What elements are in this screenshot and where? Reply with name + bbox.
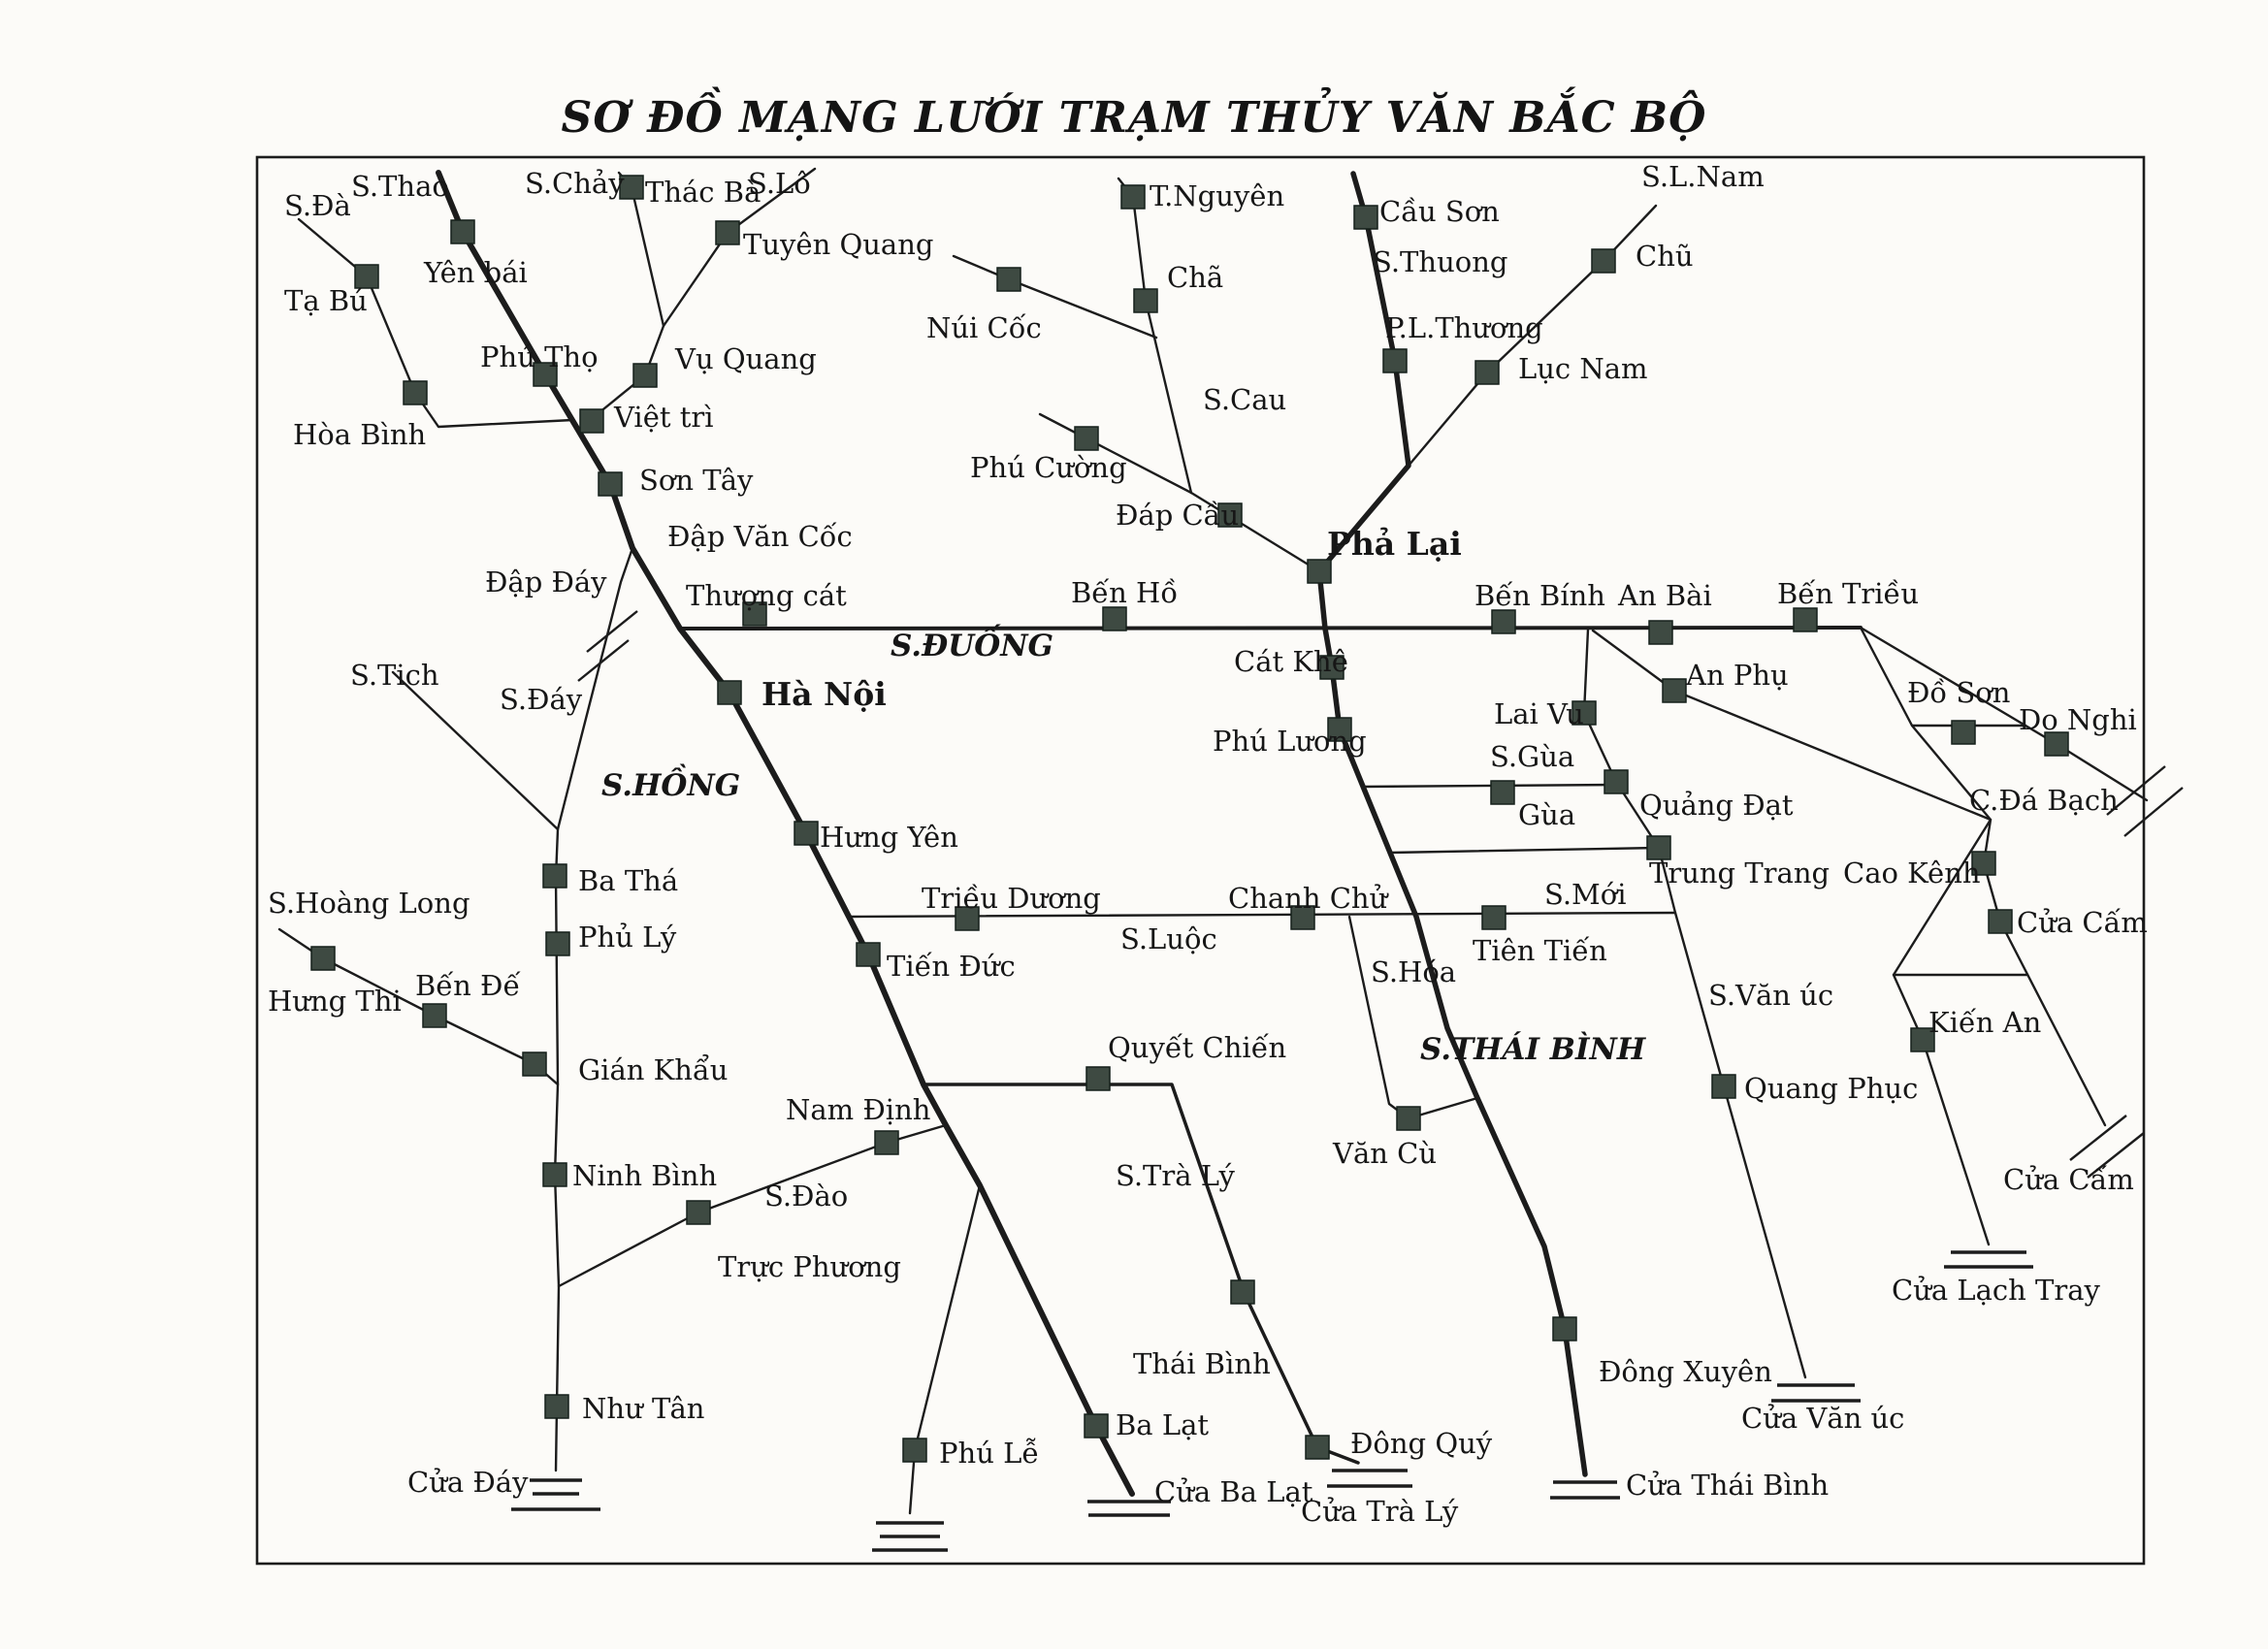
river-label-s-duong: S.ĐUỐNG: [891, 629, 1054, 663]
station-node-nam-dinh: [875, 1131, 898, 1154]
station-node-ha-noi: [718, 681, 741, 704]
station-label-van-cu: Văn Cù: [1333, 1137, 1437, 1170]
river-label-s-van-uc: S.Văn úc: [1708, 979, 1834, 1012]
station-node-cha: [1134, 289, 1157, 312]
station-label-ben-de: Bến Đế: [415, 969, 521, 1002]
station-label-do-son: Đồ Sơn: [1907, 676, 2011, 709]
station-label-gua: Gùa: [1518, 798, 1576, 831]
diagram-title: SƠ ĐỒ MẠNG LƯỚI TRẠM THỦY VĂN BẮC BỘ: [561, 93, 1707, 143]
station-node-tien-duc: [857, 943, 880, 966]
station-label-ba-tha: Ba Thá: [578, 864, 679, 897]
station-label-hung-thi: Hưng Thi: [268, 985, 402, 1018]
station-node-phu-le: [903, 1439, 926, 1462]
station-label-chu: Chũ: [1636, 240, 1694, 273]
station-label-ben-ho: Bến Hồ: [1071, 576, 1179, 609]
river-label-s-thuong: S.Thuong: [1373, 245, 1508, 278]
station-label-ta-bu: Tạ Bú: [284, 284, 368, 317]
river-label-s-l-nam: S.L.Nam: [1641, 160, 1765, 193]
river-line-song-hoa: [1349, 917, 1477, 1118]
river-label-s-tra-ly: S.Trà Lý: [1116, 1159, 1235, 1192]
river-label-s-hong: S.HỒNG: [601, 768, 741, 803]
station-label-cao-kenh: Cao Kênh: [1843, 857, 1981, 889]
station-label-ba-lat: Ba Lạt: [1116, 1408, 1210, 1441]
station-label-ninh-binh: Ninh Bình: [572, 1159, 718, 1192]
station-label-chanh-chu: Chanh Chử: [1228, 882, 1388, 915]
station-label-cau-son: Cầu Sơn: [1379, 195, 1500, 228]
station-node-nhu-tan: [545, 1395, 568, 1418]
station-node-an-bai: [1649, 621, 1672, 644]
station-label-phu-cuong: Phú Cường: [970, 451, 1127, 484]
station-node-yen-bai: [451, 220, 474, 243]
river-label-dap-van-coc: Đập Văn Cốc: [667, 520, 853, 553]
station-label-thuong-cat: Thượng cát: [686, 579, 847, 612]
station-label-luc-nam: Lục Nam: [1518, 352, 1648, 385]
station-label-phu-tho: Phú Thọ: [480, 340, 599, 373]
station-node-p-l-thuong: [1383, 349, 1407, 372]
mouth-label-cua-van-uc: Cửa Văn úc: [1741, 1402, 1905, 1435]
station-label-trung-trang: Trung Trang: [1649, 857, 1831, 889]
river-label-s-day: S.Đáy: [500, 683, 583, 716]
station-label-an-bai: An Bài: [1618, 579, 1712, 612]
river-label-s-tich: S.Tich: [350, 659, 439, 692]
station-node-do-son: [1952, 721, 1975, 744]
station-node-ba-lat: [1085, 1414, 1108, 1438]
station-label-dong-xuyen: Đông Xuyên: [1599, 1355, 1772, 1388]
station-node-chu: [1592, 249, 1615, 273]
river-line-song-duong-kinh-thay: [680, 628, 1861, 629]
station-label-son-tay: Sơn Tây: [639, 464, 754, 497]
station-node-phu-ly: [546, 932, 569, 955]
mouth-label-cua-ba-lat: Cửa Ba Lạt: [1154, 1475, 1313, 1508]
station-label-cua-cam-station: Cửa Cấm: [2017, 906, 2148, 939]
station-label-hoa-binh: Hòa Bình: [293, 418, 427, 451]
river-label-s-dao: S.Đào: [764, 1180, 849, 1212]
mouth-label-cua-day: Cửa Đáy: [407, 1466, 529, 1499]
river-label-s-da: S.Đà: [284, 189, 351, 222]
station-node-ben-de: [423, 1004, 446, 1027]
station-label-vu-quang: Vụ Quang: [675, 342, 817, 375]
station-label-phu-le: Phú Lễ: [939, 1437, 1040, 1470]
station-node-ninh-binh: [543, 1163, 567, 1186]
river-label-s-hoa: S.Hóa: [1371, 955, 1457, 988]
station-label-do-nghi: Do Nghi: [2019, 703, 2137, 736]
station-node-gian-khau: [523, 1052, 546, 1076]
station-label-an-phu: An Phụ: [1686, 659, 1789, 692]
river-label-c-da-bach: C.Đá Bạch: [1969, 784, 2119, 817]
station-label-tuyen-quang: Tuyên Quang: [743, 228, 934, 261]
station-node-hung-yen: [794, 822, 818, 845]
station-node-quang-dat: [1604, 770, 1628, 793]
station-label-pha-lai: Phả Lại: [1327, 525, 1462, 563]
station-label-tien-duc: Tiến Đức: [887, 950, 1016, 983]
station-label-phu-ly: Phủ Lý: [578, 921, 677, 954]
station-node-gua: [1491, 781, 1514, 804]
mouth-label-cua-thai-binh: Cửa Thái Bình: [1626, 1469, 1830, 1502]
station-node-an-phu: [1663, 679, 1686, 702]
station-node-son-tay: [599, 472, 622, 496]
station-node-hoa-binh: [404, 381, 427, 404]
river-line-song-tra-ly: [923, 1084, 1358, 1463]
river-label-s-thai-binh: S.THÁI BÌNH: [1420, 1032, 1646, 1067]
station-node-ben-ho: [1103, 607, 1126, 630]
mouth-label-cua-tra-ly: Cửa Trà Lý: [1301, 1495, 1459, 1528]
station-node-ba-tha: [543, 864, 567, 888]
station-label-gian-khau: Gián Khẩu: [578, 1053, 729, 1086]
station-node-nui-coc: [997, 268, 1021, 291]
station-label-phu-luong: Phú Lương: [1213, 725, 1367, 758]
river-label-s-luoc: S.Luộc: [1120, 922, 1217, 955]
station-node-dong-xuyen: [1553, 1317, 1576, 1341]
station-node-cau-son: [1354, 206, 1377, 229]
station-label-thac-ba: Thác Bà: [645, 176, 761, 209]
station-label-truc-phuong: Trực Phương: [718, 1250, 901, 1283]
river-label-s-hoang-long: S.Hoàng Long: [268, 887, 470, 920]
mouth-label-cua-lach-tray: Cửa Lạch Tray: [1892, 1274, 2100, 1307]
station-label-ben-trieu: Bến Triều: [1777, 577, 1920, 610]
station-label-dong-quy: Đông Quý: [1350, 1427, 1493, 1460]
river-label-s-chay: S.Chảy: [525, 167, 625, 200]
station-label-kien-an: Kiến An: [1928, 1006, 2042, 1039]
station-node-tuyen-quang: [716, 221, 739, 244]
river-line-song-da: [299, 219, 572, 427]
station-node-quang-phuc: [1712, 1075, 1735, 1098]
station-node-viet-tri: [580, 409, 603, 433]
station-node-thai-binh: [1231, 1280, 1254, 1304]
river-label-s-thao: S.Thao: [351, 170, 449, 203]
station-label-hung-yen: Hưng Yên: [820, 821, 958, 854]
river-line-trung-trang-connector: [1390, 848, 1659, 853]
river-label-s-cau: S.Cau: [1203, 383, 1287, 416]
station-label-nui-coc: Núi Cốc: [926, 311, 1042, 344]
station-label-yen-bai: Yên bái: [424, 256, 528, 289]
station-node-tien-tien: [1482, 906, 1506, 929]
station-label-quyet-chien: Quyết Chiến: [1108, 1031, 1287, 1064]
station-node-quyet-chien: [1086, 1067, 1110, 1090]
river-label-s-gua: S.Gùa: [1490, 740, 1575, 773]
station-node-t-nguyen: [1121, 185, 1145, 209]
station-label-nhu-tan: Như Tân: [582, 1392, 705, 1425]
station-label-quang-dat: Quảng Đạt: [1639, 789, 1794, 822]
station-label-tien-tien: Tiên Tiến: [1473, 934, 1607, 967]
station-node-phu-cuong: [1075, 427, 1098, 450]
station-label-t-nguyen: T.Nguyên: [1150, 179, 1285, 212]
river-label-dap-day: Đập Đáy: [485, 566, 607, 598]
station-label-cat-khe: Cát Khê: [1234, 645, 1348, 678]
station-node-dong-quy: [1306, 1436, 1329, 1459]
station-node-vu-quang: [633, 364, 657, 387]
station-label-p-l-thuong: P.L.Thương: [1385, 311, 1543, 344]
station-node-pha-lai: [1308, 560, 1331, 583]
station-label-ha-noi: Hà Nội: [761, 675, 887, 713]
station-label-cha: Chã: [1167, 261, 1224, 294]
river-label-s-lo: S.Lô: [748, 167, 811, 200]
river-label-s-moi: S.Mới: [1544, 878, 1627, 911]
station-node-ben-binh: [1492, 610, 1515, 633]
station-label-thai-binh: Thái Bình: [1133, 1347, 1271, 1380]
station-label-trieu-duong: Triều Dương: [922, 882, 1101, 915]
mouth-label-cua-cam-mouth: Cửa Cấm: [2003, 1163, 2134, 1196]
station-label-quang-phuc: Quang Phục: [1744, 1072, 1919, 1105]
station-label-nam-dinh: Nam Định: [786, 1093, 931, 1126]
station-label-ben-binh: Bến Bính: [1474, 579, 1605, 612]
station-node-cua-cam-station: [1989, 910, 2012, 933]
station-node-truc-phuong: [687, 1201, 710, 1224]
station-label-lai-vu: Lai Vu: [1494, 697, 1584, 730]
station-label-dap-cau: Đáp Cầu: [1116, 499, 1240, 532]
station-node-luc-nam: [1475, 361, 1499, 384]
station-node-hung-thi: [311, 947, 335, 970]
station-node-van-cu: [1397, 1107, 1420, 1130]
station-node-ben-trieu: [1794, 608, 1817, 631]
da-bach-slashes-1: [2124, 788, 2183, 836]
station-label-viet-tri: Việt trì: [614, 401, 714, 434]
